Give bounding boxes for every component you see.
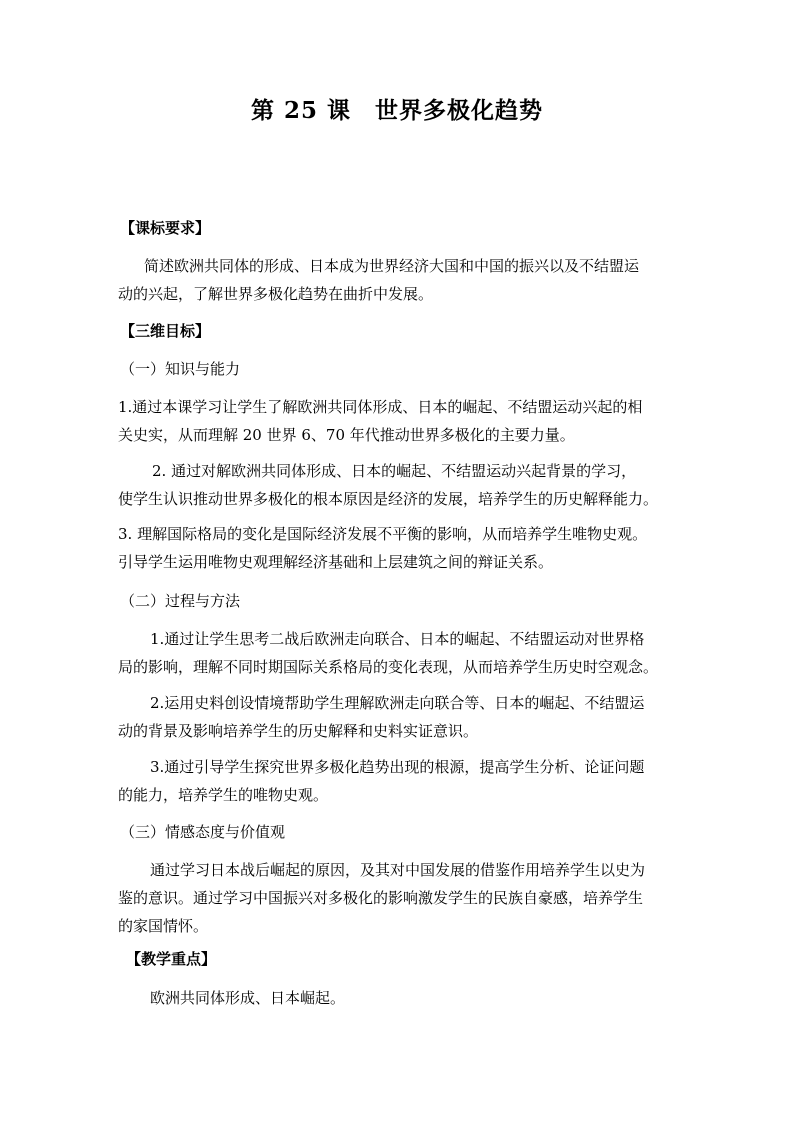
text-line: 3. 理解国际格局的变化是国际经济发展不平衡的影响，从而培养学生唯物史观。 [118,525,648,543]
text-line: 鉴的意识。通过学习中国振兴对多极化的影响激发学生的民族自豪感，培养学生 [118,889,644,907]
curriculum-paragraph [118,252,678,308]
knowledge-paragraph-2 [118,457,678,513]
text-line: 通过学习日本战后崛起的原因，及其对中国发展的借鉴作用培养学生以史为 [150,861,646,879]
text-line: 简述欧洲共同体的形成、日本成为世界经济大国和中国的振兴以及不结盟运 [144,257,640,275]
text-line: 2. 通过对解欧洲共同体形成、日本的崛起、不结盟运动兴起背景的学习， [152,462,637,480]
text-line: 动的兴起，了解世界多极化趋势在曲折中发展。 [118,285,434,303]
text-line: 的能力，培养学生的唯物史观。 [118,786,329,804]
text-line: 1.通过让学生思考二战后欧洲走向联合、日本的崛起、不结盟运动对世界格 [150,630,645,648]
knowledge-heading: （一）知识与能力 [120,360,241,378]
text-line: 欧洲共同体形成、日本崛起。 [150,989,346,1007]
process-paragraph-2 [118,689,678,745]
objectives-heading: 【三维目标】 [120,322,211,340]
values-heading: （三）情感态度与价值观 [120,823,286,841]
lesson-title: 第 25 课 世界多极化趋势 [250,97,544,124]
key-points-heading: 【教学重点】 [126,950,217,968]
text-line: 2.运用史料创设情境帮助学生理解欧洲走向联合等、日本的崛起、不结盟运 [150,694,645,712]
text-line: 3.通过引导学生探究世界多极化趋势出现的根源，提高学生分析、论证问题 [150,758,645,776]
key-points-paragraph [118,984,678,1012]
text-line: 局的影响，理解不同时期国际关系格局的变化表现，从而培养学生历史时空观念。 [118,658,659,676]
knowledge-paragraph-1 [118,393,678,449]
text-line: 引导学生运用唯物史观理解经济基础和上层建筑之间的辩证关系。 [118,553,554,571]
curriculum-heading: 【课标要求】 [120,219,211,237]
process-heading: （二）过程与方法 [120,592,241,610]
text-line: 关史实，从而理解 20 世界 6、70 年代推动世界多极化的主要力量。 [118,426,575,444]
text-line: 动的背景及影响培养学生的历史解释和史料实证意识。 [118,722,479,740]
process-paragraph-3 [118,753,678,809]
text-line: 的家国情怀。 [118,917,209,935]
text-line: 1.通过本课学习让学生了解欧洲共同体形成、日本的崛起、不结盟运动兴起的相 [118,398,643,416]
values-paragraph [118,856,678,940]
knowledge-paragraph-3 [118,520,678,576]
text-line: 使学生认识推动世界多极化的根本原因是经济的发展，培养学生的历史解释能力。 [118,490,659,508]
process-paragraph-1 [118,625,678,681]
